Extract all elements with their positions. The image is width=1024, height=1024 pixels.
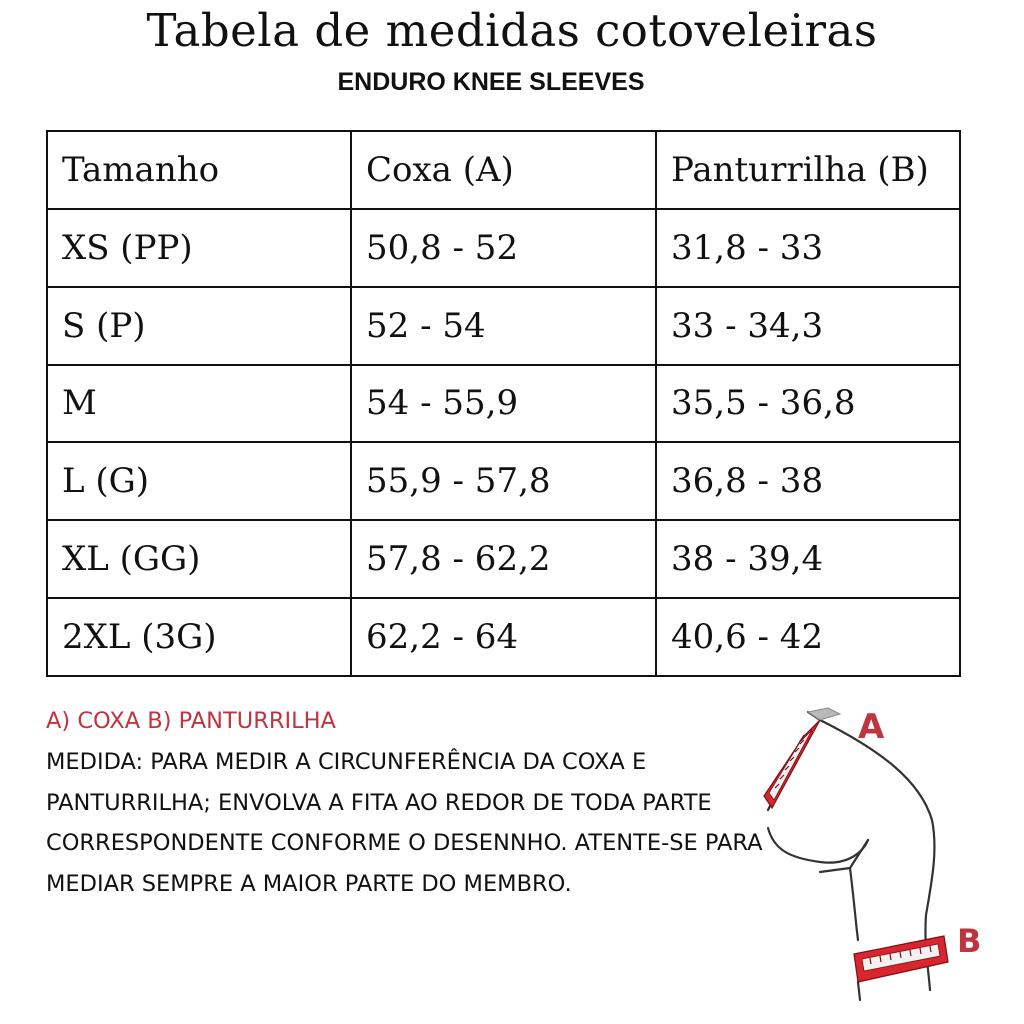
size-cell: XL (GG)	[47, 520, 351, 598]
size-cell: M	[47, 365, 351, 443]
thigh-cell: 54 - 55,9	[351, 365, 656, 443]
size-cell: XS (PP)	[47, 209, 351, 287]
table-row	[47, 520, 960, 598]
table-row	[47, 442, 960, 520]
calf-cell: 38 - 39,4	[656, 520, 960, 598]
column-header-thigh: Coxa (A)	[351, 131, 656, 209]
calf-cell: 35,5 - 36,8	[656, 365, 960, 443]
table-row	[47, 287, 960, 365]
sleeve-top-band	[808, 708, 840, 720]
measuring-tape-b	[854, 936, 948, 982]
thigh-cell: 52 - 54	[351, 287, 656, 365]
size-cell: 2XL (3G)	[47, 598, 351, 676]
calf-cell: 40,6 - 42	[656, 598, 960, 676]
calf-cell: 31,8 - 33	[656, 209, 960, 287]
legend-text: A) COXA B) PANTURRILHA	[46, 708, 336, 734]
page-title: Tabela de medidas cotoveleiras	[146, 4, 878, 57]
size-cell: L (G)	[47, 442, 351, 520]
measuring-tape-a	[764, 720, 820, 808]
table-row	[47, 598, 960, 676]
label-b: B	[957, 922, 982, 960]
column-header-calf: Panturrilha (B)	[656, 131, 960, 209]
leg-measurement-diagram	[760, 700, 1010, 1010]
thigh-cell: 50,8 - 52	[351, 209, 656, 287]
table-row	[47, 365, 960, 443]
column-header-size: Tamanho	[47, 131, 351, 209]
table-row	[47, 209, 960, 287]
thigh-cell: 62,2 - 64	[351, 598, 656, 676]
size-cell: S (P)	[47, 287, 351, 365]
page-subtitle: ENDURO KNEE SLEEVES	[337, 68, 645, 96]
calf-cell: 33 - 34,3	[656, 287, 960, 365]
measurement-instructions: MEDIDA: PARA MEDIR A CIRCUNFERÊNCIA DA COXA E PANTURRILHA; ENVOLVA A FITA AO REDOR DE TODA PARTE CORRESPONDENTE CONFORME O DESENNHO. ATENTE-SE PARA MEDIAR SEMPRE A MAIOR PARTE DO MEMBRO.	[46, 749, 763, 897]
table-header-row	[47, 131, 960, 209]
thigh-cell: 55,9 - 57,8	[351, 442, 656, 520]
calf-cell: 36,8 - 38	[656, 442, 960, 520]
label-a: A	[858, 707, 885, 747]
thigh-cell: 57,8 - 62,2	[351, 520, 656, 598]
size-table	[46, 130, 961, 677]
